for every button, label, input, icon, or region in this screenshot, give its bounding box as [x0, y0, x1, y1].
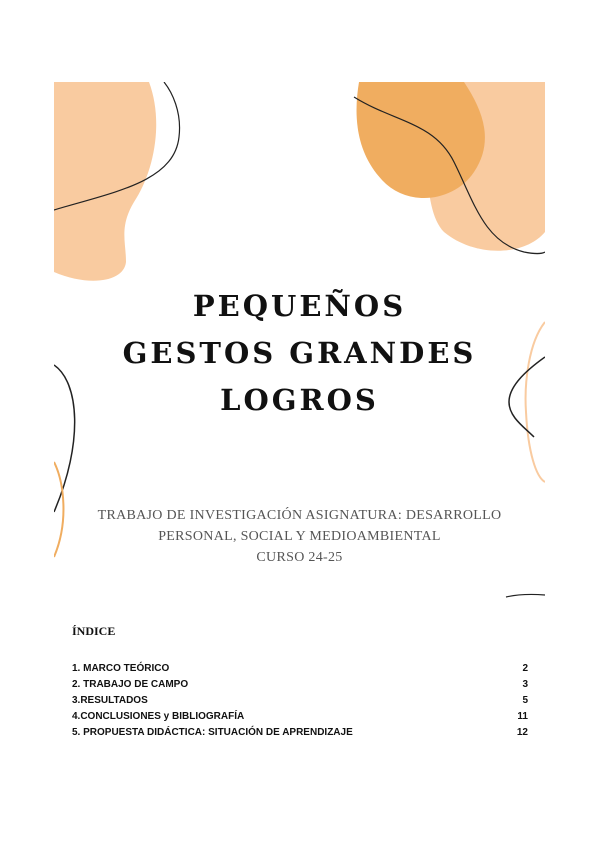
toc-item-page: 3 [522, 679, 528, 690]
index-heading: ÍNDICE [72, 624, 116, 638]
document-title [54, 283, 545, 424]
peach-blob-top-right-dark [357, 82, 485, 198]
document-subtitle [54, 505, 545, 568]
title-line-3: LOGROS [220, 383, 379, 417]
toc-item-label: 1. MARCO TEÓRICO [72, 663, 170, 674]
line-bottom-right [506, 594, 545, 597]
title-line-2: GESTOS GRANDES [122, 336, 477, 370]
toc-item[interactable] [72, 725, 528, 741]
toc-item-label: 3.RESULTADOS [72, 695, 148, 706]
toc-item-label: 4.CONCLUSIONES y BIBLIOGRAFÍA [72, 711, 245, 722]
subtitle-line-3: CURSO 24-25 [256, 550, 343, 565]
title-line-1: PEQUEÑOS [192, 289, 407, 323]
toc-item-label: 2. TRABAJO DE CAMPO [72, 679, 189, 690]
toc-item[interactable] [72, 677, 528, 693]
subtitle-line-1: TRABAJO DE INVESTIGACIÓN ASIGNATURA: DESARROLLO [97, 508, 502, 523]
toc-item-page: 12 [516, 727, 528, 738]
toc-item-page: 2 [522, 663, 528, 674]
subtitle-line-2: PERSONAL, SOCIAL Y MEDIOAMBIENTAL [158, 529, 441, 544]
toc-item-label: 5. PROPUESTA DIDÁCTICA: SITUACIÓN DE APRENDIZAJE [72, 727, 353, 738]
toc-item-page: 5 [522, 695, 528, 706]
toc-item[interactable] [72, 693, 528, 709]
toc-item[interactable] [72, 709, 528, 725]
toc-item[interactable] [72, 661, 528, 677]
table-of-contents [72, 624, 528, 741]
toc-item-page: 11 [517, 711, 528, 722]
